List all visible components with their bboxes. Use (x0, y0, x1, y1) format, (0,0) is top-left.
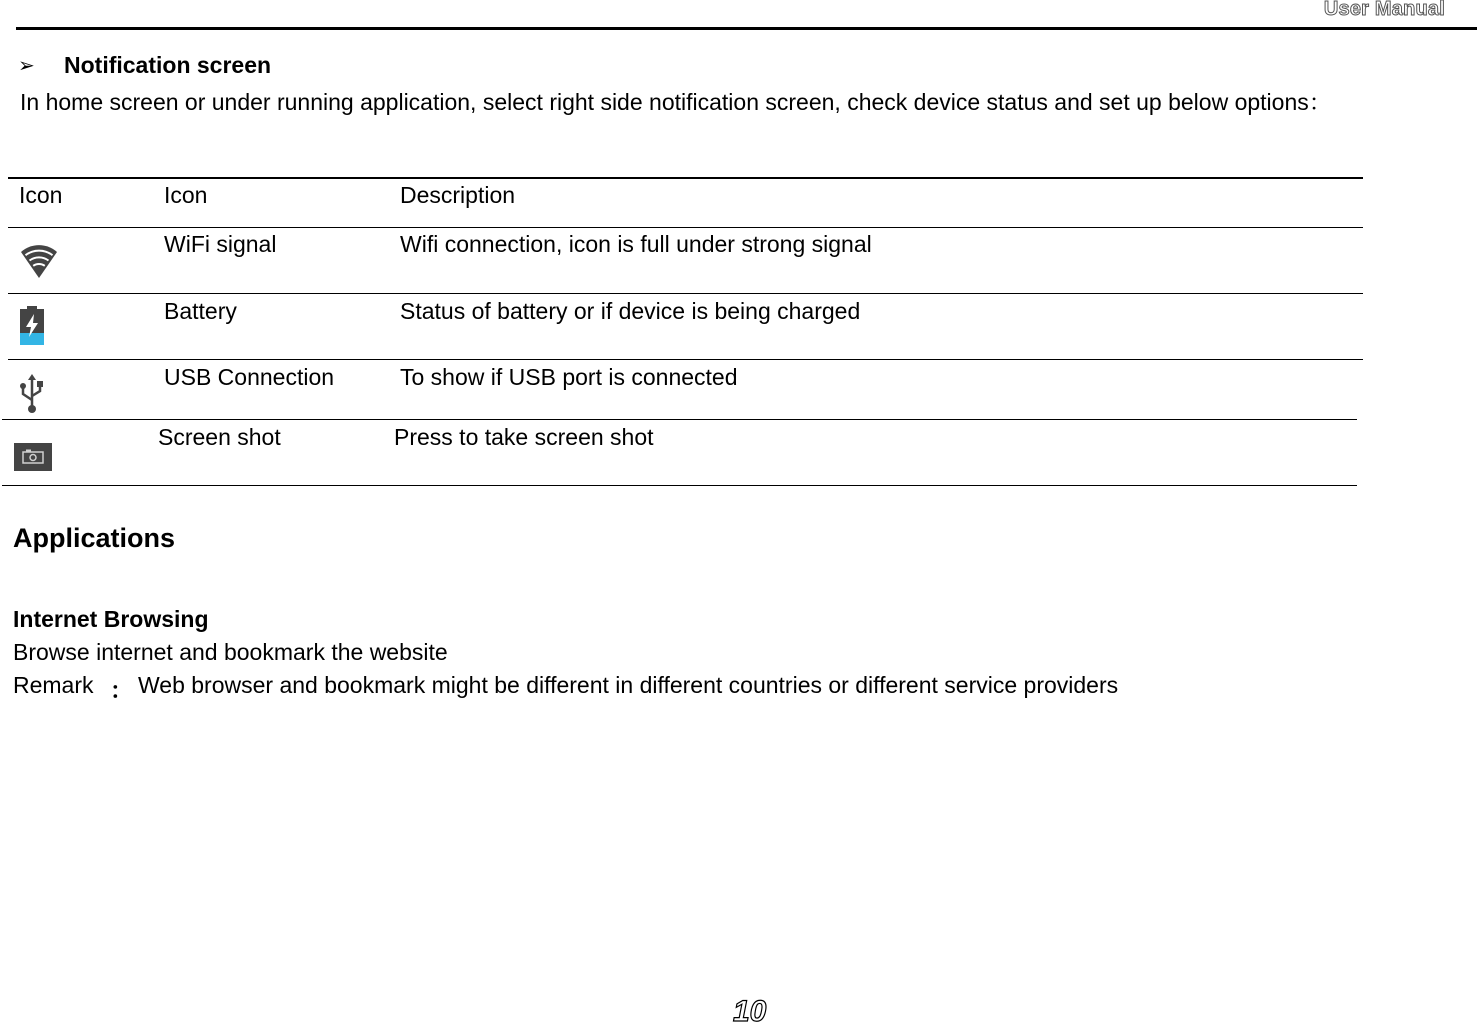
camera-icon (14, 443, 52, 471)
table-row-description: Press to take screen shot (394, 424, 654, 450)
table-row-name: USB Connection (164, 364, 335, 390)
remark-text: Web browser and bookmark might be different in different countries or different service providers (138, 672, 1119, 698)
bullet-arrow-icon: ➢ (18, 55, 35, 77)
table-header-description: Description (400, 182, 516, 208)
wifi-icon (20, 238, 58, 280)
usb-icon (18, 372, 46, 414)
table-row-name: WiFi signal (164, 231, 277, 257)
table-row-description: Status of battery or if device is being charged (400, 298, 861, 324)
header-divider (16, 27, 1477, 30)
remark-colon: ： (110, 677, 133, 703)
table-row-name: Battery (164, 298, 237, 324)
table-header-icon: Icon (19, 182, 63, 208)
browsing-description: Browse internet and bookmark the website (13, 639, 448, 665)
document-header-title: User Manual (1323, 0, 1445, 20)
table-row-name: Screen shot (158, 424, 281, 450)
table-top-rule (8, 177, 1363, 179)
battery-icon (19, 306, 45, 346)
table-row-description: To show if USB port is connected (400, 364, 738, 390)
remark-label: Remark (13, 672, 94, 698)
internet-browsing-heading: Internet Browsing (13, 606, 209, 632)
applications-heading: Applications (13, 523, 176, 553)
table-header-name: Icon (164, 182, 208, 208)
page-number: 10 (733, 995, 767, 1028)
section-intro: In home screen or under running application, select right side notification screen, check device status and set up below options： (20, 89, 1332, 115)
table-row-description: Wifi connection, icon is full under strong signal (400, 231, 872, 257)
section-title: Notification screen (64, 52, 272, 78)
